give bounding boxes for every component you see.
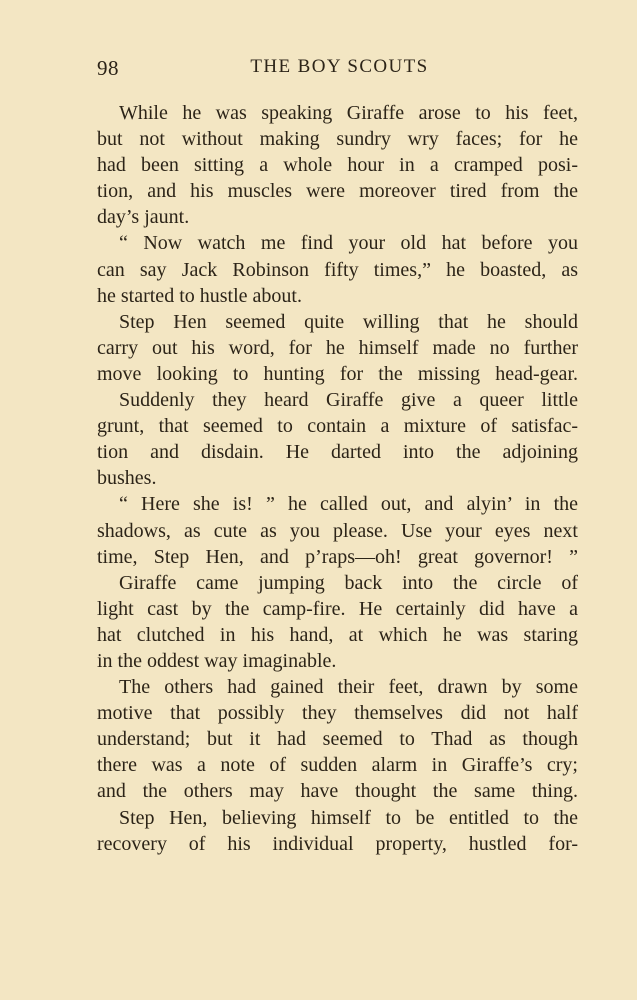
running-head — [0, 56, 637, 80]
text-line: hat clutched in his hand, at which he was staring — [97, 623, 578, 646]
text-line: “ Here she is! ” he called out, and alyin’ in the — [119, 493, 578, 516]
text-line: grunt, that seemed to contain a mixture of satisfac- — [97, 415, 578, 438]
text-line: shadows, as cute as you please. Use your eyes next — [97, 519, 578, 542]
text-line: time, Step Hen, and p’raps—oh! great governor! ” — [97, 545, 578, 568]
text-line: had been sitting a whole hour in a cramped posi- — [97, 154, 578, 177]
text-line: bushes. — [97, 467, 157, 490]
text-line: and the others may have thought the same thing. — [97, 780, 578, 803]
text-line: recovery of his individual property, hustled for- — [97, 832, 578, 855]
text-line: Suddenly they heard Giraffe give a queer little — [119, 389, 578, 412]
text-line: but not without making sundry wry faces; for he — [97, 128, 578, 151]
text-line: Giraffe came jumping back into the circle of — [119, 571, 578, 594]
body-text — [97, 100, 578, 857]
text-line: there was a note of sudden alarm in Giraffe’s cry; — [97, 754, 578, 777]
text-line: Step Hen seemed quite willing that he should — [119, 310, 578, 333]
text-line: carry out his word, for he himself made no further — [97, 336, 578, 359]
text-line: motive that possibly they themselves did not half — [97, 702, 578, 725]
text-line: day’s jaunt. — [97, 206, 190, 229]
text-line: understand; but it had seemed to Thad as though — [97, 728, 578, 751]
text-line: move looking to hunting for the missing head-gear. — [97, 362, 578, 385]
text-line: While he was speaking Giraffe arose to his feet, — [119, 102, 578, 124]
text-line: tion and disdain. He darted into the adjoining — [97, 441, 578, 464]
text-line: in the oddest way imaginable. — [97, 649, 337, 672]
text-line: “ Now watch me find your old hat before you — [119, 232, 578, 255]
text-line: he started to hustle about. — [97, 284, 302, 307]
text-line: can say Jack Robinson fifty times,” he boasted, as — [97, 258, 578, 281]
text-line: Step Hen, believing himself to be entitled to the — [119, 806, 578, 829]
text-line: light cast by the camp-fire. He certainly did have a — [97, 597, 578, 620]
text-line: tion, and his muscles were moreover tired from the — [97, 180, 578, 203]
running-title: THE BOY SCOUTS — [250, 56, 429, 77]
page-number: 98 — [97, 56, 119, 80]
text-line: The others had gained their feet, drawn by some — [119, 676, 578, 699]
